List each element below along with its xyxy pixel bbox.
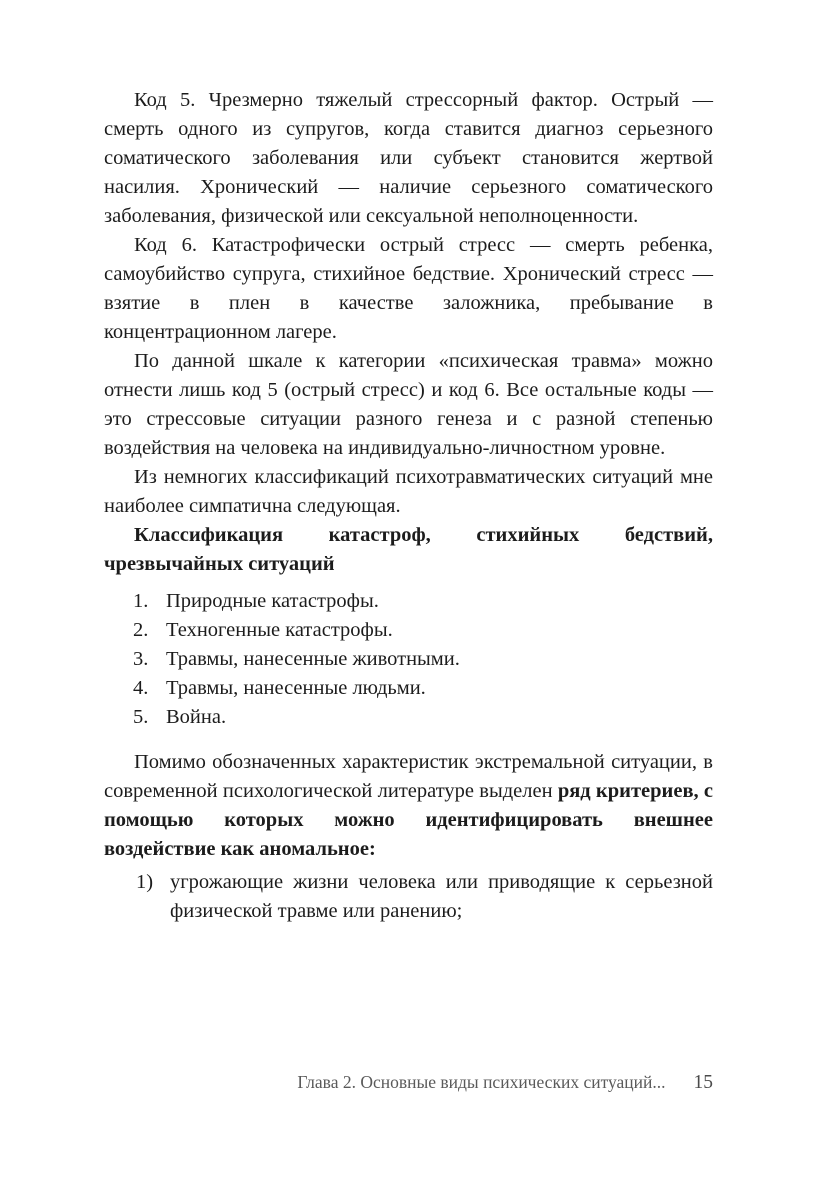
paragraph-criteria-bold: ряд критериев, с помощью которых можно идентифицировать внешнее воздействие как аномальное: (104, 780, 713, 860)
list-item (104, 868, 713, 926)
list-item-number: 2. (133, 619, 149, 641)
running-chapter-title: Глава 2. Основные виды психических ситуаций... (297, 1072, 666, 1092)
list-item (104, 703, 713, 732)
list-item-text: Травмы, нанесенные животными. (166, 648, 460, 670)
paragraph-code5: Код 5. Чрезмерно тяжелый стрессорный фактор. Острый — смерть одного из супругов, когда ставится диагноз серьезного соматического заболевания или субъект становится жертвой насилия. Хронический — наличие серьезного соматического заболевания, физической или сексуальной неполноценности. (104, 89, 713, 227)
list-item (104, 645, 713, 674)
list-item-text: Техногенные катастрофы. (166, 619, 393, 641)
list-item (104, 674, 713, 703)
paragraph-classifications-intro: Из немногих классификаций психотравматических ситуаций мне наиболее симпатична следующая. (104, 466, 713, 517)
page-number: 15 (693, 1072, 713, 1093)
list-item (104, 587, 713, 616)
paragraph-code6: Код 6. Катастрофически острый стресс — смерть ребенка, самоубийство супруга, стихийное бедствие. Хронический стресс — взятие в плен в качестве заложника, пребывание в концентрационном лагере. (104, 234, 713, 343)
classification-heading: Классификация катастроф, стихийных бедствий, чрезвычайных ситуаций (104, 524, 713, 575)
list-item-number: 1) (136, 871, 154, 893)
list-item-text: Природные катастрофы. (166, 590, 379, 612)
paragraph-scale-category: По данной шкале к категории «психическая травма» можно отнести лишь код 5 (острый стресс) и код 6. Все остальные коды — это стрессовые ситуации разного генеза и с разной степенью воздействия на человека на индивидуально-личностном уровне. (104, 350, 713, 459)
list-item-number: 1. (133, 590, 149, 612)
list-item-text: Война. (166, 706, 227, 728)
paragraph-criteria-normal: Помимо обозначенных характеристик экстремальной ситуации, в современной психологической литературе выделен (104, 751, 713, 802)
criteria-list (104, 868, 713, 926)
list-item-number: 5. (133, 706, 149, 728)
list-item (104, 616, 713, 645)
list-item-text: Травмы, нанесенные людьми. (166, 677, 426, 699)
list-item-number: 4. (133, 677, 149, 699)
list-item-text: угрожающие жизни человека или приводящие к серьезной физической травме или ранению; (170, 871, 713, 922)
list-item-number: 3. (133, 648, 149, 670)
paragraph-criteria (104, 748, 713, 864)
catastrophe-type-list (104, 587, 713, 732)
page-footer (104, 1072, 713, 1094)
